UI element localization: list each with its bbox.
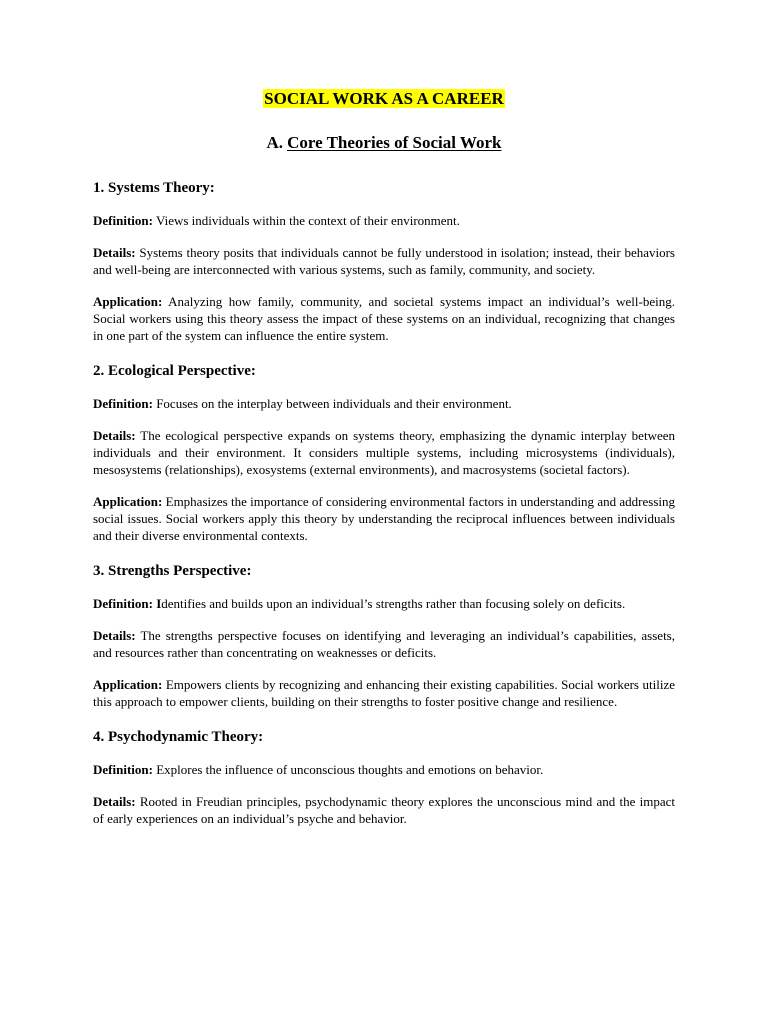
definition-label: Definition: — [93, 762, 153, 777]
definition-text: Explores the influence of unconscious thoughts and emotions on behavior. — [152, 762, 544, 777]
definition-text: Focuses on the interplay between individuals and their environment. — [152, 396, 512, 411]
definition-paragraph — [93, 595, 675, 612]
details-text: Rooted in Freudian principles, psychodynamic theory explores the unconscious mind and the impact of early experiences on an individual’s psyche and behavior. — [93, 794, 675, 826]
details-label: Details: — [93, 428, 136, 443]
application-label: Application: — [93, 677, 163, 692]
subtitle-letter: A. — [266, 133, 284, 152]
details-paragraph — [93, 244, 675, 278]
section-heading: 4. Psychodynamic Theory: — [93, 729, 264, 745]
definition-label: Definition: — [93, 396, 153, 411]
section-ecological-perspective — [93, 361, 675, 544]
subtitle-text: Core Theories of Social Work — [287, 133, 502, 152]
section-systems-theory — [93, 178, 675, 344]
section-strengths-perspective — [93, 561, 675, 710]
details-label: Details: — [93, 794, 136, 809]
definition-label: Definition: — [93, 213, 153, 228]
definition-paragraph — [93, 395, 675, 412]
details-paragraph — [93, 427, 675, 478]
application-paragraph — [93, 493, 675, 544]
application-paragraph — [93, 293, 675, 344]
section-heading: 2. Ecological Perspective: — [93, 363, 256, 379]
definition-label: Definition: I — [93, 596, 162, 611]
document-title: SOCIAL WORK AS A CAREER — [264, 89, 504, 108]
definition-paragraph — [93, 761, 675, 778]
details-text: Systems theory posits that individuals cannot be fully understood in isolation; instead, their behaviors and well-being are interconnected with various systems, such as family, community, and society. — [93, 245, 675, 277]
details-label: Details: — [93, 628, 136, 643]
application-text: Analyzing how family, community, and societal systems impact an individual’s well-being. Social workers using this theory assess the impact of these systems on an individual, recognizing that changes in one part of the system can influence the entire system. — [93, 294, 675, 343]
definition-text: dentifies and builds upon an individual’s strengths rather than focusing solely on deficits. — [161, 596, 626, 611]
details-label: Details: — [93, 245, 136, 260]
section-heading: 3. Strengths Perspective: — [93, 563, 252, 579]
section-subtitle — [93, 132, 675, 154]
application-label: Application: — [93, 294, 163, 309]
details-text: The strengths perspective focuses on identifying and leveraging an individual’s capabilities, assets, and resources rather than concentrating on weaknesses or deficits. — [93, 628, 675, 660]
application-text: Emphasizes the importance of considering environmental factors in understanding and addressing social issues. Social workers apply this theory by understanding the reciprocal influences between individuals and their diverse environmental contexts. — [93, 494, 675, 543]
document-page — [93, 88, 675, 827]
details-paragraph — [93, 627, 675, 661]
application-text: Empowers clients by recognizing and enhancing their existing capabilities. Social workers utilize this approach to empower clients, building on their strengths to foster positive change and resilience. — [93, 677, 675, 709]
definition-paragraph — [93, 212, 675, 229]
application-label: Application: — [93, 494, 163, 509]
details-paragraph — [93, 793, 675, 827]
application-paragraph — [93, 676, 675, 710]
definition-text: Views individuals within the context of their environment. — [152, 213, 460, 228]
section-psychodynamic-theory — [93, 727, 675, 827]
details-text: The ecological perspective expands on systems theory, emphasizing the dynamic interplay between individuals and their environment. It considers multiple systems, including microsystems (individuals), mesosystems (relationships), exosystems (external environments), and macrosystems (societal factors). — [93, 428, 675, 477]
section-heading: 1. Systems Theory: — [93, 180, 215, 196]
